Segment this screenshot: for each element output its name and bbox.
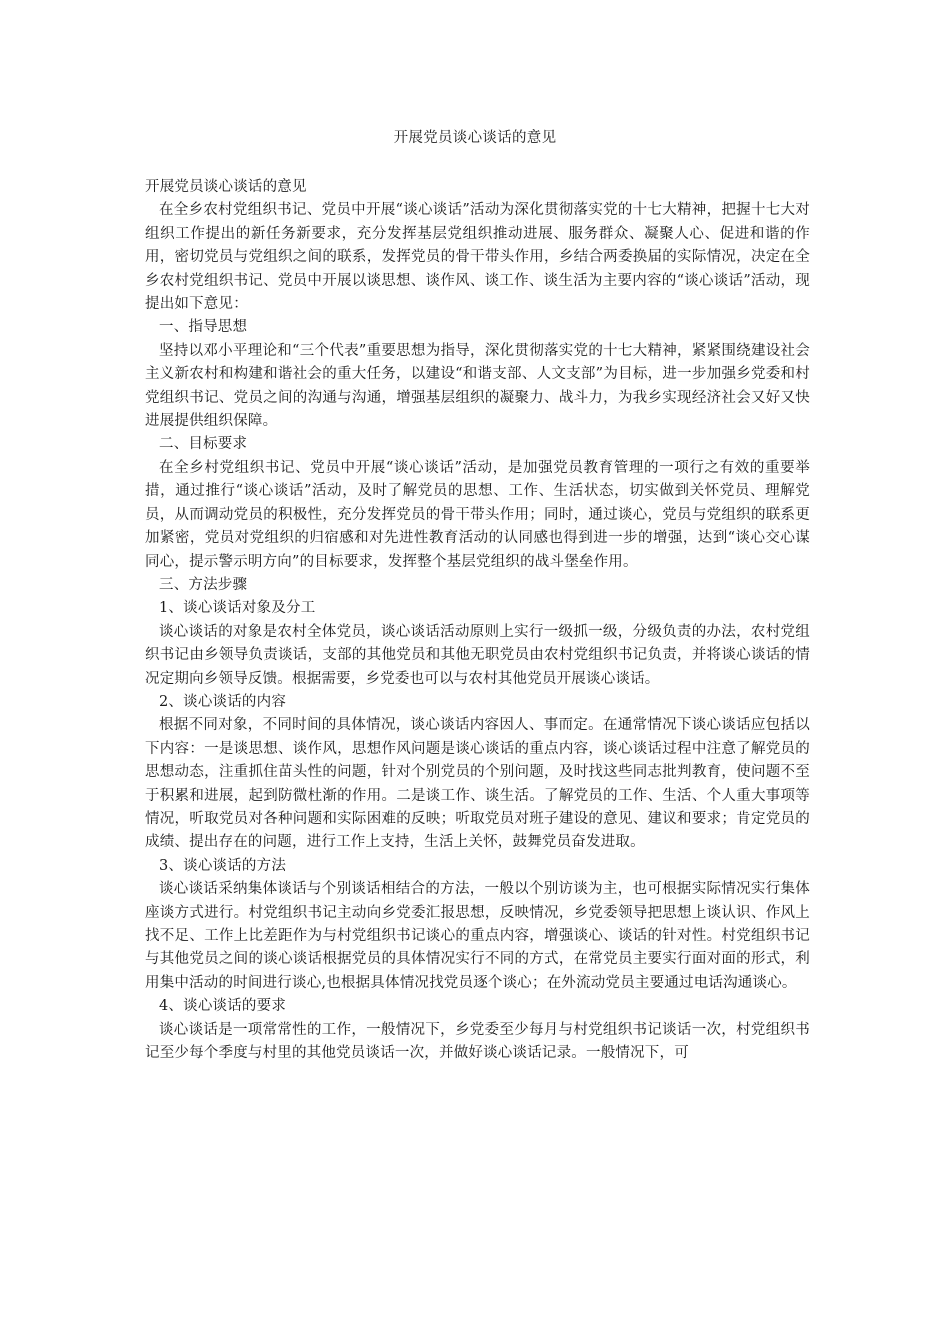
section-heading: 三、方法步骤	[159, 576, 248, 593]
subsection-heading: 3、谈心谈话的方法	[159, 857, 287, 874]
body-paragraph: 根据不同对象，不同时间的具体情况，谈心谈话内容因人、事而定。在通常情况下谈心谈话应包括以下内容：一是谈思想、谈作风，思想作风问题是谈心谈话的重点内容，谈心谈话过程中注意了解党员的思想动态，注重抓住苗头性的问题，针对个别党员的个别问题，及时找这些同志批判教育，使问题不至于积累和进展，起到防微杜渐的作用。二是谈工作、谈生活。了解党员的工作、生活、个人重大事项等情况，听取党员对各种问题和实际困难的反映；听取党员对班子建设的意见、建议和要求；肯定党员的成绩、提出存在的问题，进行工作上支持，生活上关怀，鼓舞党员奋发进取。	[145, 717, 810, 851]
subsection-heading: 1、谈心谈话对象及分工	[159, 600, 316, 617]
body-paragraph: 谈心谈话是一项常常性的工作，一般情况下，乡党委至少每月与村党组织书记谈话一次，村党组织书记至少每个季度与村里的其他党员谈话一次，并做好谈心谈话记录。一般情况下，可	[145, 1021, 810, 1062]
subsection-heading: 2、谈心谈话的内容	[159, 693, 287, 710]
intro-heading: 开展党员谈心谈话的意见	[145, 179, 307, 195]
section-heading: 二、目标要求	[159, 436, 248, 453]
body-paragraph: 在全乡农村党组织书记、党员中开展“谈心谈话”活动为深化贯彻落实党的十七大精神，把握十七大对组织工作提出的新任务新要求，充分发挥基层党组织推动进展、服务群众、凝聚人心、促进和谐的作用，密切党员与党组织之间的联系，发挥党员的骨干带头作用，乡结合两委换届的实际情况，决定在全乡农村党组织书记、党员中开展以谈思想、谈作风、谈工作、谈生活为主要内容的“谈心谈话”活动，现提出如下意见：	[145, 202, 810, 313]
section-heading: 一、指导思想	[159, 319, 248, 336]
document-body	[145, 176, 810, 1065]
subsection-heading: 4、谈心谈话的要求	[159, 998, 287, 1015]
body-paragraph: 谈心谈话的对象是农村全体党员，谈心谈话活动原则上实行一级抓一级，分级负责的办法，农村党组织书记由乡领导负责谈话，支部的其他党员和其他无职党员由农村党组织书记负责，并将谈心谈话的情况定期向乡领导反馈。根据需要，乡党委也可以与农村其他党员开展谈心谈话。	[145, 623, 810, 687]
body-paragraph: 谈心谈话采纳集体谈话与个别谈话相结合的方法，一般以个别访谈为主，也可根据实际情况实行集体座谈方式进行。村党组织书记主动向乡党委汇报思想，反映情况，乡党委领导把思想上谈认识、作风上找不足、工作上比差距作为与村党组织书记谈心的重点内容，增强谈心、谈话的针对性。村党组织书记与其他党员之间的谈心谈话根据党员的具体情况实行不同的方式，在常党员主要实行面对面的形式，利用集中活动的时间进行谈心,也根据具体情况找党员逐个谈心；在外流动党员主要通过电话沟通谈心。	[145, 881, 810, 991]
document-title: 开展党员谈心谈话的意见	[393, 130, 557, 146]
body-paragraph: 在全乡村党组织书记、党员中开展“谈心谈话”活动，是加强党员教育管理的一项行之有效的重要举措，通过推行“谈心谈话”活动，及时了解党员的思想、工作、生活状态，切实做到关怀党员、理解党员，从而调动党员的积极性，充分发挥党员的骨干带头作用；同时，通过谈心，党员与党组织的联系更加紧密，党员对党组织的归宿感和对先进性教育活动的认同感也得到进一步的增强，达到“谈心交心谋同心，提示警示明方向”的目标要求，发挥整个基层党组织的战斗堡垒作用。	[145, 459, 810, 570]
body-paragraph: 坚持以邓小平理论和“三个代表”重要思想为指导，深化贯彻落实党的十七大精神，紧紧围绕建设社会主义新农村和构建和谐社会的重大任务，以建设“和谐支部、人文支部”为目标，进一步加强乡党委和村党组织书记、党员之间的沟通与沟通，增强基层组织的凝聚力、战斗力，为我乡实现经济社会又好又快进展提供组织保障。	[145, 342, 810, 430]
